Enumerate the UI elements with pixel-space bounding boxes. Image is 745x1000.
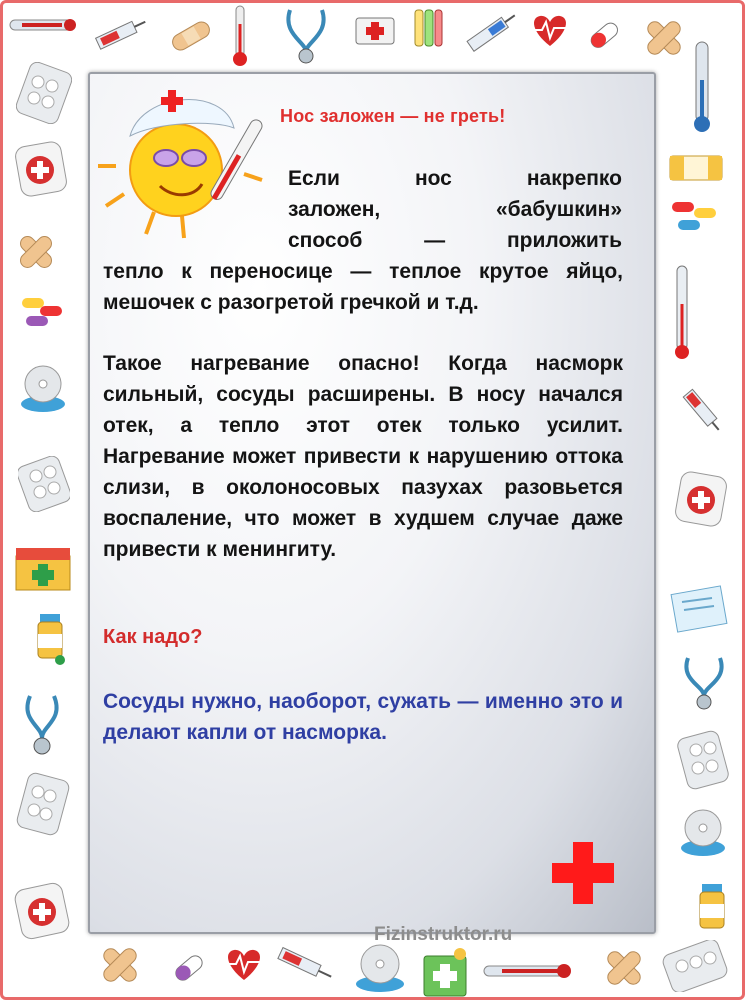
bandage-icon (96, 940, 144, 990)
cd-icon (352, 940, 408, 996)
thermometer-icon (230, 4, 250, 68)
pills-icon (18, 292, 68, 332)
intro-text (288, 163, 622, 256)
clipboard-icon (668, 584, 730, 634)
pills-icon (30, 610, 70, 666)
first-aid-kit-icon (354, 12, 396, 46)
thermometer-icon (8, 14, 80, 36)
bandage-icon (600, 944, 648, 992)
heart-ecg-icon (528, 10, 572, 50)
bandage-icon (640, 14, 688, 62)
heart-ecg-icon (222, 944, 266, 984)
pill-blister-icon (18, 456, 70, 512)
stethoscope-icon (14, 690, 70, 760)
first-aid-kit-icon (420, 946, 470, 998)
syringe-icon (88, 14, 150, 54)
syringe-icon (674, 380, 730, 440)
question-heading: Как надо? (103, 626, 203, 648)
intro-line: заложен, «бабушкин» (288, 198, 622, 221)
sun-nurse-icon (94, 74, 280, 244)
stethoscope-icon (276, 4, 336, 66)
pills-icon (582, 16, 628, 56)
medical-bag-icon (10, 130, 74, 200)
flask-icon (412, 6, 444, 50)
pills-icon (668, 198, 722, 238)
pills-icon (168, 948, 210, 988)
pill-blister-icon (16, 62, 72, 124)
bandage-icon (168, 16, 214, 56)
cd-icon (18, 360, 68, 416)
pills-icon (666, 150, 726, 186)
warning-paragraph: Такое нагревание опасно! Когда насморк сильный, сосуды расширены. В носу начался отек, а тепло этот отек только усилит. Нагревание может привести к нарушению оттока слизи, в околоносовых пазухах разовьется воспаление, что может в худшем случае даже привести к менингиту. (103, 352, 623, 561)
intro-line: способ — приложить (288, 229, 622, 252)
red-cross-icon (550, 840, 616, 906)
cd-icon (678, 804, 728, 860)
first-aid-kit-icon (12, 538, 74, 594)
answer-paragraph: Сосуды нужно, наоборот, сужать — именно это и делают капли от насморка. (103, 690, 623, 744)
thermometer-icon (672, 264, 692, 364)
pill-blister-icon (676, 730, 730, 790)
thermometer-icon (690, 40, 714, 136)
syringe-icon (460, 8, 522, 56)
medical-bag-icon (670, 458, 734, 530)
medical-bag-icon (10, 870, 76, 942)
pills-icon (692, 880, 732, 936)
watermark: Fizinstruktor.ru (374, 924, 513, 945)
intro-continuation: тепло к переносице — теплое крутое яйцо, мешочек с разогретой гречкой и т.д. (103, 260, 623, 314)
intro-line: Если нос накрепко (288, 167, 622, 190)
stethoscope-icon (676, 652, 732, 712)
page-title: Нос заложен — не греть! (280, 106, 506, 126)
pill-blister-icon (16, 772, 70, 836)
syringe-icon (272, 940, 336, 988)
pill-blister-icon (660, 940, 730, 992)
thermometer-icon (482, 960, 574, 982)
bandage-icon (14, 230, 58, 274)
